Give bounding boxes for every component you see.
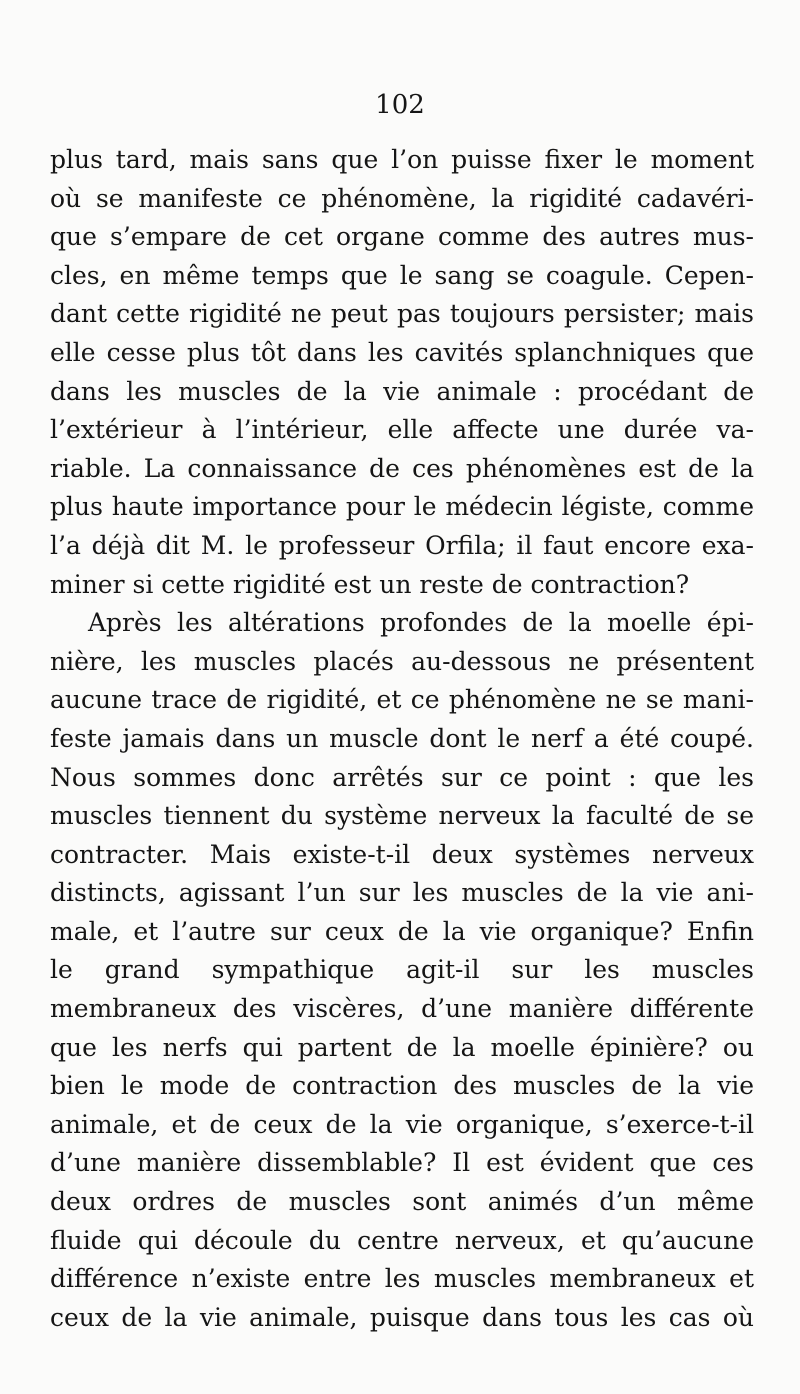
text-line: aucune trace de rigidité, et ce phénomène ne se mani- bbox=[50, 685, 754, 715]
text-line: dans les muscles de la vie animale : procédant de bbox=[50, 376, 754, 406]
text-line: muscles tiennent du système nerveux la faculté de se bbox=[50, 801, 754, 831]
page-number: 102 bbox=[375, 90, 425, 120]
text-line: Nous sommes donc arrêtés sur ce point : que les bbox=[50, 762, 754, 792]
text-line: feste jamais dans un muscle dont le nerf a été coupé. bbox=[50, 723, 754, 753]
text-line: différence n’existe entre les muscles membraneux et bbox=[50, 1264, 754, 1294]
text-line: deux ordres de muscles sont animés d’un même bbox=[50, 1187, 754, 1217]
body-text bbox=[50, 141, 754, 1337]
text-line: plus haute importance pour le médecin légiste, comme bbox=[50, 492, 754, 522]
text-line: l’extérieur à l’intérieur, elle affecte une durée va- bbox=[50, 415, 754, 445]
text-line: le grand sympathique agit-il sur les muscles bbox=[50, 955, 754, 985]
text-line: où se manifeste ce phénomène, la rigidité cadavéri- bbox=[50, 183, 754, 213]
text-line: nière, les muscles placés au-dessous ne présentent bbox=[50, 646, 754, 676]
text-line: bien le mode de contraction des muscles de la vie bbox=[50, 1071, 754, 1101]
text-line: plus tard, mais sans que l’on puisse fixer le moment bbox=[50, 145, 754, 174]
text-line: contracter. Mais existe-t-il deux systèmes nerveux bbox=[50, 839, 754, 869]
text-line: distincts, agissant l’un sur les muscles de la vie ani- bbox=[50, 878, 754, 908]
text-line: membraneux des viscères, d’une manière différente bbox=[50, 994, 754, 1024]
text-line: riable. La connaissance de ces phénomènes est de la bbox=[50, 453, 754, 483]
text-line: animale, et de ceux de la vie organique, s’exerce-t-il bbox=[50, 1109, 754, 1139]
text-line: dant cette rigidité ne peut pas toujours persister; mais bbox=[50, 299, 754, 329]
text-line: que s’empare de cet organe comme des autres mus- bbox=[50, 222, 754, 252]
text-line: cles, en même temps que le sang se coagule. Cepen- bbox=[50, 260, 754, 290]
text-line: ceux de la vie animale, puisque dans tous les cas où bbox=[50, 1302, 754, 1332]
text-line: fluide qui découle du centre nerveux, et qu’aucune bbox=[50, 1225, 754, 1255]
text-line: l’a déjà dit M. le professeur Orfila; il faut encore exa- bbox=[50, 530, 754, 560]
paragraph-end-line: miner si cette rigidité est un reste de contraction? bbox=[50, 569, 690, 599]
paragraph-start-line: Après les altérations profondes de la moelle épi- bbox=[88, 608, 754, 638]
text-line: d’une manière dissemblable? Il est évident que ces bbox=[50, 1148, 754, 1178]
text-line: que les nerfs qui partent de la moelle épinière? ou bbox=[50, 1032, 754, 1062]
text-line: elle cesse plus tôt dans les cavités splanchniques que bbox=[50, 337, 754, 367]
text-line: male, et l’autre sur ceux de la vie organique? Enfin bbox=[50, 916, 754, 946]
